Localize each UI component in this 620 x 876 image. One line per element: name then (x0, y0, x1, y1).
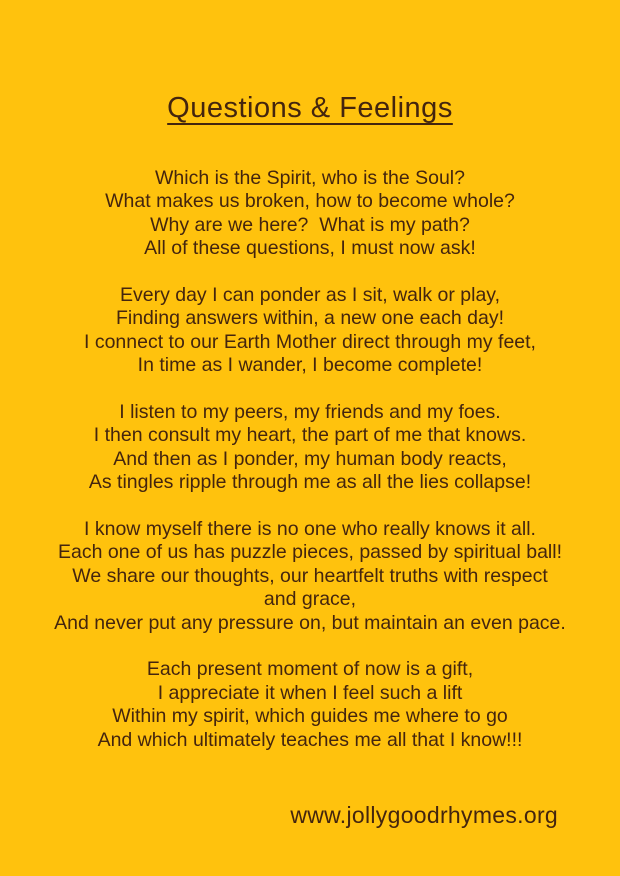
poem (0, 167, 620, 752)
poem-line: Finding answers within, a new one each day! (115, 307, 505, 330)
poem-line: We share our thoughts, our heartfelt truths with respect (72, 564, 548, 587)
poem-line: All of these questions, I must now ask! (144, 237, 476, 260)
stanza-4 (0, 518, 620, 635)
poem-line: Within my spirit, which guides me where to go (112, 705, 508, 728)
poem-line: And never put any pressure on, but maintain an even pace. (54, 611, 566, 634)
stanza-3 (0, 401, 620, 495)
poem-line: I appreciate it when I feel such a lift (157, 681, 463, 704)
poem-line: I then consult my heart, the part of me that knows. (93, 424, 527, 447)
poem-line: In time as I wander, I become complete! (137, 354, 483, 377)
website-url: www.jollygoodrhymes.org (290, 802, 558, 828)
poem-line: I connect to our Earth Mother direct through my feet, (84, 330, 536, 353)
stanza-2 (0, 284, 620, 378)
poem-line: Each present moment of now is a gift, (146, 658, 474, 681)
poem-line: And which ultimately teaches me all that I know!!! (97, 728, 523, 751)
poem-line: What makes us broken, how to become whole? (105, 190, 515, 213)
poem-line: Which is the Spirit, who is the Soul? (155, 167, 465, 189)
page-title: Questions & Feelings (167, 92, 453, 124)
poem-line: and grace, (263, 588, 357, 611)
poem-line: Every day I can ponder as I sit, walk or play, (119, 284, 501, 307)
poem-line: I know myself there is no one who really knows it all. (84, 518, 536, 541)
poem-line: Each one of us has puzzle pieces, passed by spiritual ball! (57, 541, 563, 564)
stanza-1 (0, 167, 620, 261)
poem-line: I listen to my peers, my friends and my foes. (119, 401, 501, 424)
poem-line: Why are we here? What is my path? (150, 213, 470, 236)
poem-line: As tingles ripple through me as all the lies collapse! (88, 471, 532, 494)
poem-line: And then as I ponder, my human body reacts, (113, 447, 507, 470)
stanza-5 (0, 658, 620, 752)
